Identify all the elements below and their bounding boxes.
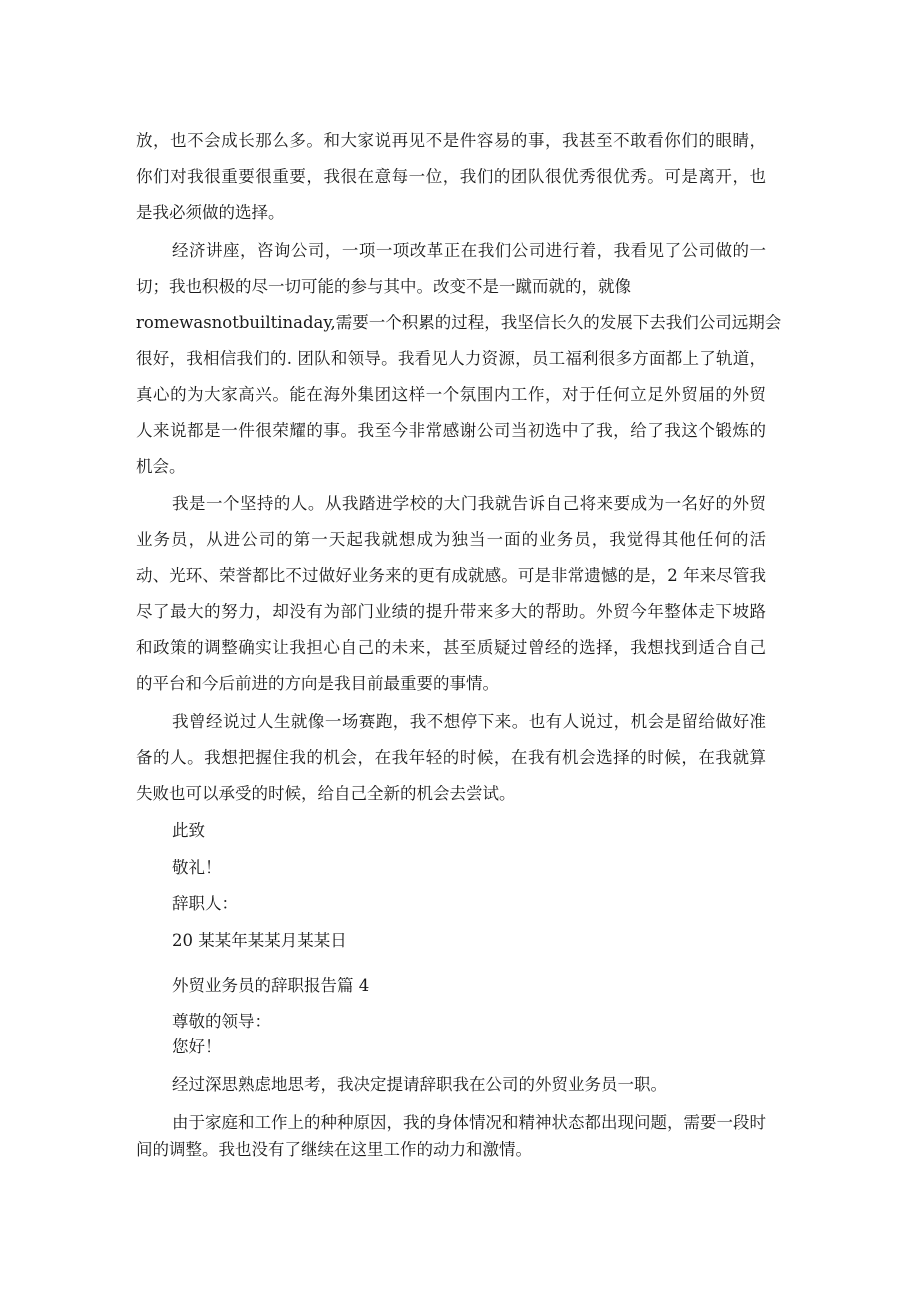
paragraph-line: 是我必须做的选择。	[136, 203, 285, 222]
paragraph-line: 由于家庭和工作上的种种原因，我的身体情况和精神状态都出现问题，需要一段时	[172, 1113, 766, 1132]
paragraph-line: 机会。	[136, 457, 186, 476]
paragraph-line: 我是一个坚持的人。从我踏进学校的大门我就告诉自己将来要成为一名好的外贸	[172, 494, 766, 513]
section-title: 外贸业务员的辞职报告篇 4	[172, 976, 370, 995]
paragraph-line: 的平台和今后前进的方向是我目前最重要的事情。	[136, 674, 499, 693]
salutation: 尊敬的领导：	[172, 1012, 271, 1031]
paragraph-line: 业务员，从进公司的第一天起我就想成为独当一面的业务员，我觉得其他任何的活	[136, 530, 766, 549]
paragraph-line: 和政策的调整确实让我担心自己的未来，甚至质疑过曾经的选择，我想找到适合自己	[136, 638, 766, 657]
date-line: 20 某某年某某月某某日	[172, 931, 347, 950]
paragraph-line: 切；我也积极的尽一切可能的参与其中。改变不是一蹴而就的，就像	[136, 277, 631, 296]
paragraph-line: romewasnotbuiltinaday,需要一个积累的过程，我坚信长久的发展下去我们公司远期会	[136, 313, 782, 332]
paragraph-line: 真心的为大家高兴。能在海外集团这样一个氛围内工作，对于任何立足外贸届的外贸	[136, 385, 766, 404]
paragraph-line: 放，也不会成长那么多。和大家说再见不是件容易的事，我甚至不敢看你们的眼睛，	[136, 131, 766, 150]
paragraph-line: 尽了最大的努力，却没有为部门业绩的提升带来多大的帮助。外贸今年整体走下坡路	[136, 602, 766, 621]
closing-jingli: 敬礼！	[172, 858, 222, 877]
paragraph-line: 很好，我相信我们的. 团队和领导。我看见人力资源，员工福利很多方面都上了轨道，	[136, 349, 766, 368]
paragraph-line: 动、光环、荣誉都比不过做好业务来的更有成就感。可是非常遗憾的是，2 年来尽管我	[136, 566, 766, 585]
paragraph-line: 人来说都是一件很荣耀的事。我至今非常感谢公司当初选中了我，给了我这个锻炼的	[136, 421, 766, 440]
paragraph-line: 经过深思熟虑地思考，我决定提请辞职我在公司的外贸业务员一职。	[172, 1075, 667, 1094]
closing-cizhi: 此致	[172, 821, 205, 840]
greeting: 您好！	[172, 1037, 222, 1056]
paragraph-line: 我曾经说过人生就像一场赛跑，我不想停下来。也有人说过，机会是留给做好准	[172, 712, 766, 731]
paragraph-line: 失败也可以承受的时候，给自己全新的机会去尝试。	[136, 784, 516, 803]
paragraph-line: 间的调整。我也没有了继续在这里工作的动力和激情。	[136, 1140, 532, 1159]
signer-label: 辞职人：	[172, 894, 238, 913]
paragraph-line: 经济讲座，咨询公司，一项一项改革正在我们公司进行着，我看见了公司做的一	[172, 241, 766, 260]
paragraph-line: 你们对我很重要很重要，我很在意每一位，我们的团队很优秀很优秀。可是离开，也	[136, 167, 766, 186]
paragraph-line: 备的人。我想把握住我的机会，在我年轻的时候，在我有机会选择的时候，在我就算	[136, 748, 766, 767]
